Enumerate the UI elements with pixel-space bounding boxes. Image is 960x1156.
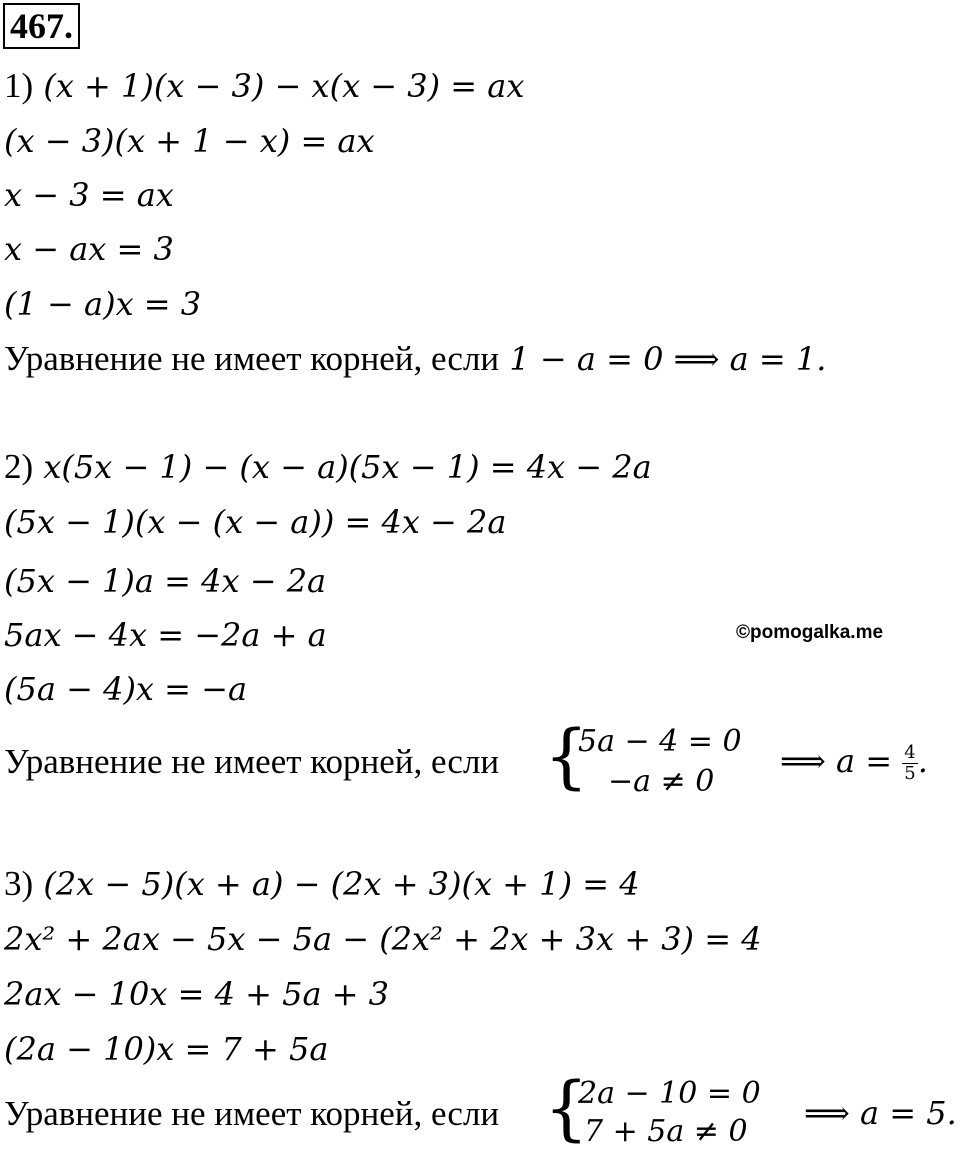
part2-system-1: 5a − 4 = 0 (578, 724, 742, 759)
part1-conclusion-math: 1 − a = 0 ⟹ a = 1. (509, 340, 827, 378)
part3-conclusion (4, 1067, 957, 1154)
part2-equation-1: x(5x − 1) − (x − a)(5x − 1) = 4x − 2a (43, 448, 652, 486)
part2-brace: { (544, 715, 589, 797)
part2-line-2: (5x − 1)(x − (x − a)) = 4x − 2a (4, 503, 507, 541)
part2-line-1 (4, 447, 652, 487)
part3-system-2: 7 + 5a ≠ 0 (584, 1114, 748, 1149)
part1-line-5: (1 − a)x = 3 (4, 285, 202, 323)
part3-line-1 (4, 864, 640, 904)
part2-result (780, 742, 928, 784)
part2-line-5: (5a − 4)x = −a (4, 670, 248, 708)
part2-result-suffix: . (917, 742, 928, 780)
part2-conclusion (4, 715, 954, 802)
part3-brace: { (544, 1067, 589, 1149)
part2-result-prefix: ⟹ a = (780, 742, 893, 780)
task-number: 467. (3, 3, 80, 49)
part1-line-2: (x − 3)(x + 1 − x) = ax (4, 122, 375, 160)
watermark: ©pomogalka.me (736, 622, 884, 643)
part2-line-4: 5ax − 4x = −2a + a (4, 616, 327, 654)
part1-conclusion-text: Уравнение не имеет корней, если (4, 339, 500, 378)
part3-equation-1: (2x − 5)(x + a) − (2x + 3)(x + 1) = 4 (43, 865, 640, 903)
part2-line-3: (5x − 1)a = 4x − 2a (4, 562, 327, 600)
part1-line-3: x − 3 = ax (4, 176, 174, 214)
part1-line-1 (4, 66, 524, 106)
part3-prefix: 3) (4, 864, 34, 903)
part3-line-4: (2a − 10)x = 7 + 5a (4, 1030, 329, 1068)
part3-result: ⟹ a = 5. (804, 1094, 957, 1132)
part1-conclusion (4, 339, 826, 379)
part3-line-2: 2x² + 2ax − 5x − 5a − (2x² + 2x + 3x + 3) = 4 (4, 920, 762, 958)
part2-system-2: −a ≠ 0 (608, 764, 715, 799)
part1-prefix: 1) (4, 66, 34, 105)
part2-prefix: 2) (4, 447, 34, 486)
part1-equation-1: (x + 1)(x − 3) − x(x − 3) = ax (43, 67, 525, 105)
part3-system-1: 2a − 10 = 0 (578, 1076, 761, 1111)
part2-result-numerator: 4 (904, 742, 916, 763)
part1-line-4: x − ax = 3 (4, 230, 174, 268)
part2-result-denominator: 5 (904, 763, 916, 784)
part3-line-3: 2ax − 10x = 4 + 5a + 3 (4, 975, 390, 1013)
part2-result-fraction (902, 743, 917, 784)
part3-conclusion-text: Уравнение не имеет корней, если (4, 1094, 500, 1133)
part2-conclusion-text: Уравнение не имеет корней, если (4, 742, 500, 781)
